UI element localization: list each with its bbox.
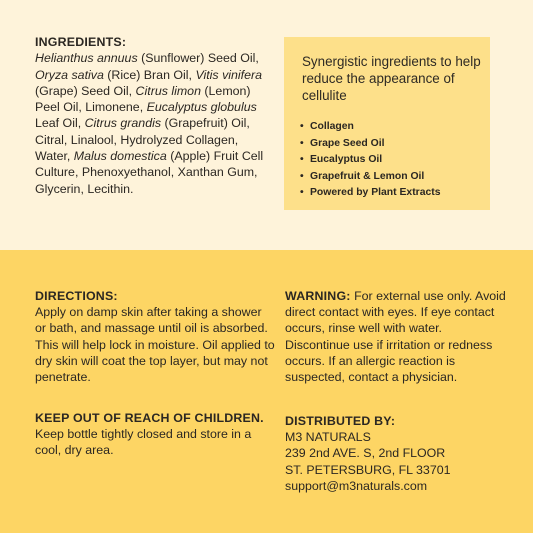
callout-item: • Collagen: [300, 119, 441, 136]
ingredient-text: (Rice) Bran Oil,: [103, 67, 196, 82]
distributor-name: M3 NATURALS: [285, 430, 371, 445]
botanical-name: Eucalyptus globulus: [146, 100, 257, 115]
directions-section: [35, 288, 275, 385]
ingredient-text: Leaf Oil,: [35, 116, 85, 131]
warning-section: [285, 288, 510, 385]
keep-out-body: Keep bottle tightly closed and store in a cool, dry area.: [35, 427, 252, 458]
callout-list: [300, 119, 441, 202]
ingredients-list: [35, 50, 275, 197]
botanical-name: Helianthus annuus: [35, 51, 138, 66]
ingredients-heading: INGREDIENTS:: [35, 35, 127, 49]
callout-item: • Grape Seed Oil: [300, 136, 441, 153]
distributor-street: 239 2nd AVE. S, 2nd FLOOR: [285, 446, 446, 461]
warning-body: For external use only. Avoid direct contact with eyes. If eye contact occurs, rinse well with water. Discontinue use if irritation or redness occurs. If an allergic reaction is suspected, contact a physician.: [285, 289, 506, 385]
distributor-heading: DISTRIBUTED BY:: [285, 414, 396, 428]
botanical-name: Citrus limon: [135, 83, 201, 98]
ingredient-text: (Grapefruit) Oil, Citral, Linalool, Hydrolyzed Collagen, Water,: [35, 116, 250, 164]
ingredient-text: (Lemon) Peel Oil, Limonene,: [35, 83, 251, 115]
keep-out-section: [35, 410, 275, 459]
botanical-name: Vitis vinifera: [195, 67, 263, 82]
benefits-callout: [284, 37, 490, 210]
callout-item: • Powered by Plant Extracts: [300, 185, 441, 202]
directions-heading: DIRECTIONS:: [35, 289, 118, 303]
distributor-city: ST. PETERSBURG, FL 33701: [285, 462, 451, 477]
ingredients-section: [35, 34, 275, 197]
directions-body: Apply on damp skin after taking a shower or bath, and massage until oil is absorbed. This will help lock in moisture. Oil applied to dry skin will coat the top layer, but may not penetrate.: [35, 305, 275, 385]
distributor-email: support@m3naturals.com: [285, 478, 428, 493]
callout-title: Synergistic ingredients to help reduce the appearance of cellulite: [302, 54, 481, 103]
callout-item: • Grapefruit & Lemon Oil: [300, 169, 441, 186]
ingredient-text: (Apple) Fruit Cell Culture, Phenoxyethanol, Xanthan Gum, Glycerin, Lecithin.: [35, 149, 264, 196]
botanical-name: Oryza sativa: [35, 67, 104, 82]
keep-out-heading: KEEP OUT OF REACH OF CHILDREN.: [35, 411, 264, 425]
ingredient-text: (Grape) Seed Oil,: [35, 83, 136, 98]
botanical-name: Malus domestica: [73, 149, 167, 164]
ingredient-text: (Sunflower) Seed Oil,: [137, 51, 259, 66]
warning-heading: WARNING:: [285, 289, 351, 303]
botanical-name: Citrus grandis: [84, 116, 162, 131]
callout-item: • Eucalyptus Oil: [300, 152, 441, 169]
distributor-section: [285, 413, 510, 494]
